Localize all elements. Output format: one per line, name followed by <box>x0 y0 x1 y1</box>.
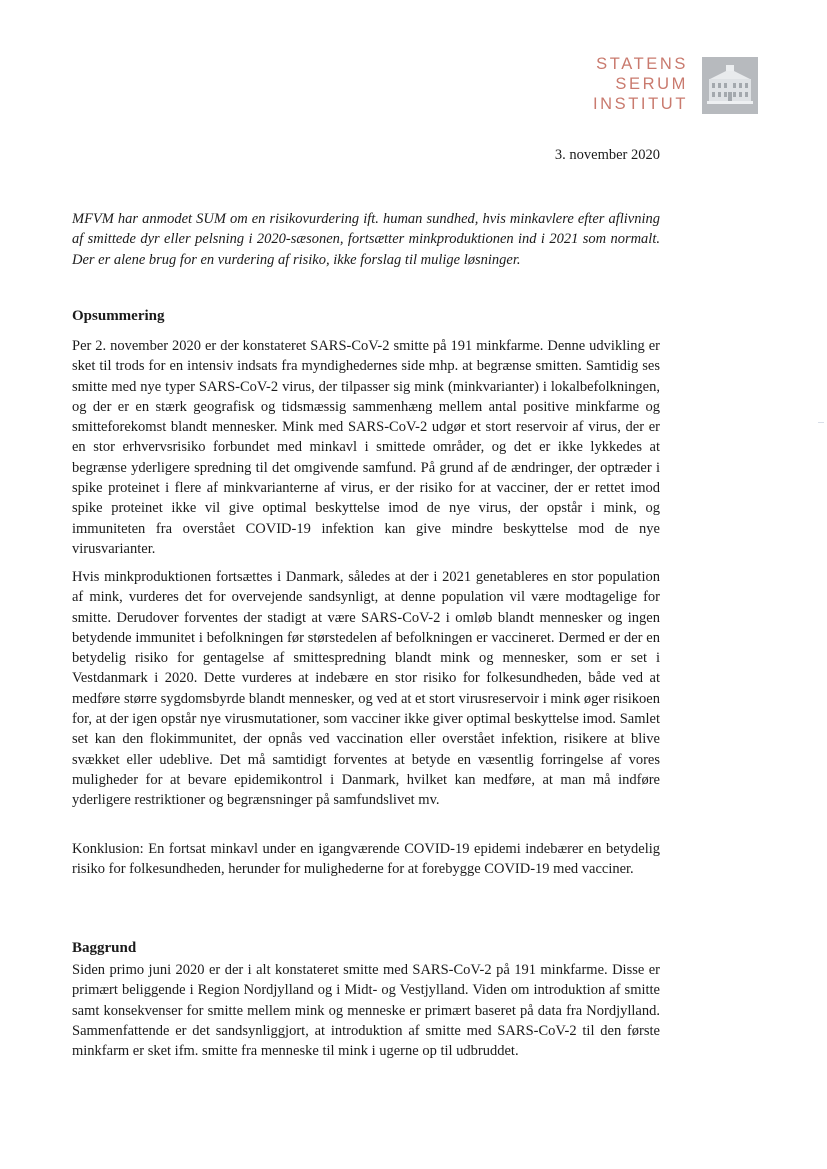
document-date: 3. november 2020 <box>554 147 660 163</box>
logo-line: STATENS <box>596 55 688 73</box>
conclusion-paragraph: Konklusion: En fortsat minkavl under en igangværende COVID-19 epidemi indebærer en betydelig risiko for folkesundheden, herunder for mulighederne for at forebygge COVID-19 med vacciner. <box>72 841 660 878</box>
building-logo-icon <box>702 57 758 114</box>
request-intro: MFVM har anmodet SUM om en risikovurdering ift. human sundhed, hvis minkavlere efter aflivning af smittede dyr eller pelsning i 2020-sæsonen, fortsætter minkproduktionen ind i 2021 som normalt. Der er alene brug for en vurdering af risiko, ikke forslag til mulige løsninger. <box>72 211 660 268</box>
logo-line: INSTITUT <box>592 95 688 113</box>
summary-heading: Opsummering <box>72 308 165 324</box>
background-paragraph: Siden primo juni 2020 er der i alt konstateret smitte med SARS-CoV-2 på 191 minkfarme. Disse er primært beliggende i Region Nordjylland og i Midt- og Vestjylland. Viden om introduktion af smitte samt konsekvenser for smitte mellem mink og menneske er primært baseret på data fra Nordjylland. Sammenfattende er det sandsynliggjort, at introduktion af smitte med SARS-CoV-2 til den første minkfarm er sket ifm. smitte fra menneske til mink i ugerne op til udbruddet. <box>72 962 660 1060</box>
summary-paragraph: Hvis minkproduktionen fortsættes i Danmark, således at der i 2021 genetableres en stor population af mink, vurderes det for overvejende sandsynligt, at denne population vil være modtagelige for smitte. Derudover forventes der stadigt at være SARS-CoV-2 i omløb blandt mennesker og ingen betydende immunitet i befolkningen før størstedelen af befolkningen er vaccineret. Dermed er der en betydelig risiko for gentagelse af smittespredning blandt mink og mennesker, som er set i Vestdanmark i 2020. Dette vurderes at indebære en stor risiko for folkesundheden, både ved at medføre større sygdomsbyrde blandt mennesker, og ved at et stort virusreservoir i mink øger risikoen for, at der igen opstår nye virusmutationer, som vacciner ikke giver optimal beskyttelse imod. Samlet set kan den flokimmunitet, der opnås ved vaccination eller overstået infektion, risikere at blive svækket eller udeblive. Det må samtidigt forventes at betyde en væsentlig forringelse af vores muligheder for at bevare epidemikontrol i Danmark, hvilket kan medføre, at man må indføre yderligere restriktioner og begrænsninger på samfundslivet mv. <box>72 569 660 809</box>
institution-logo-text <box>560 54 688 114</box>
background-heading: Baggrund <box>72 940 137 956</box>
logo-line: SERUM <box>615 75 688 93</box>
scan-mark <box>818 422 824 423</box>
summary-paragraph: Per 2. november 2020 er der konstateret SARS-CoV-2 smitte på 191 minkfarme. Denne udvikling er sket til trods for en intensiv indsats fra myndighedernes side mhp. at begrænse smitten. Samtidig ses smitte med nye typer SARS-CoV-2 virus, der tilpasser sig mink (minkvarianter) i lokalbefolkningen, og der er en stærk geografisk og tidsmæssig sammenhæng mellem antal positive minkfarme og smitteforekomst blandt mennesker. Mink med SARS-CoV-2 udgør et stort reservoir af virus, der er en stor erhvervsrisiko forbundet med minkavl i smittede områder, og det er ikke lykkedes at begrænse yderligere spredning til det omgivende samfund. På grund af de ændringer, der optræder i spike proteinet i flere af minkvarianterne af virus, er der risiko for at vacciner, der er rettet imod spike proteinet ikke vil give optimal beskyttelse imod de nye virus, der opstår i mink, og immuniteten fra overstået COVID-19 infektion kan give mindre beskyttelse mod de nye virusvarianter. <box>72 338 660 557</box>
